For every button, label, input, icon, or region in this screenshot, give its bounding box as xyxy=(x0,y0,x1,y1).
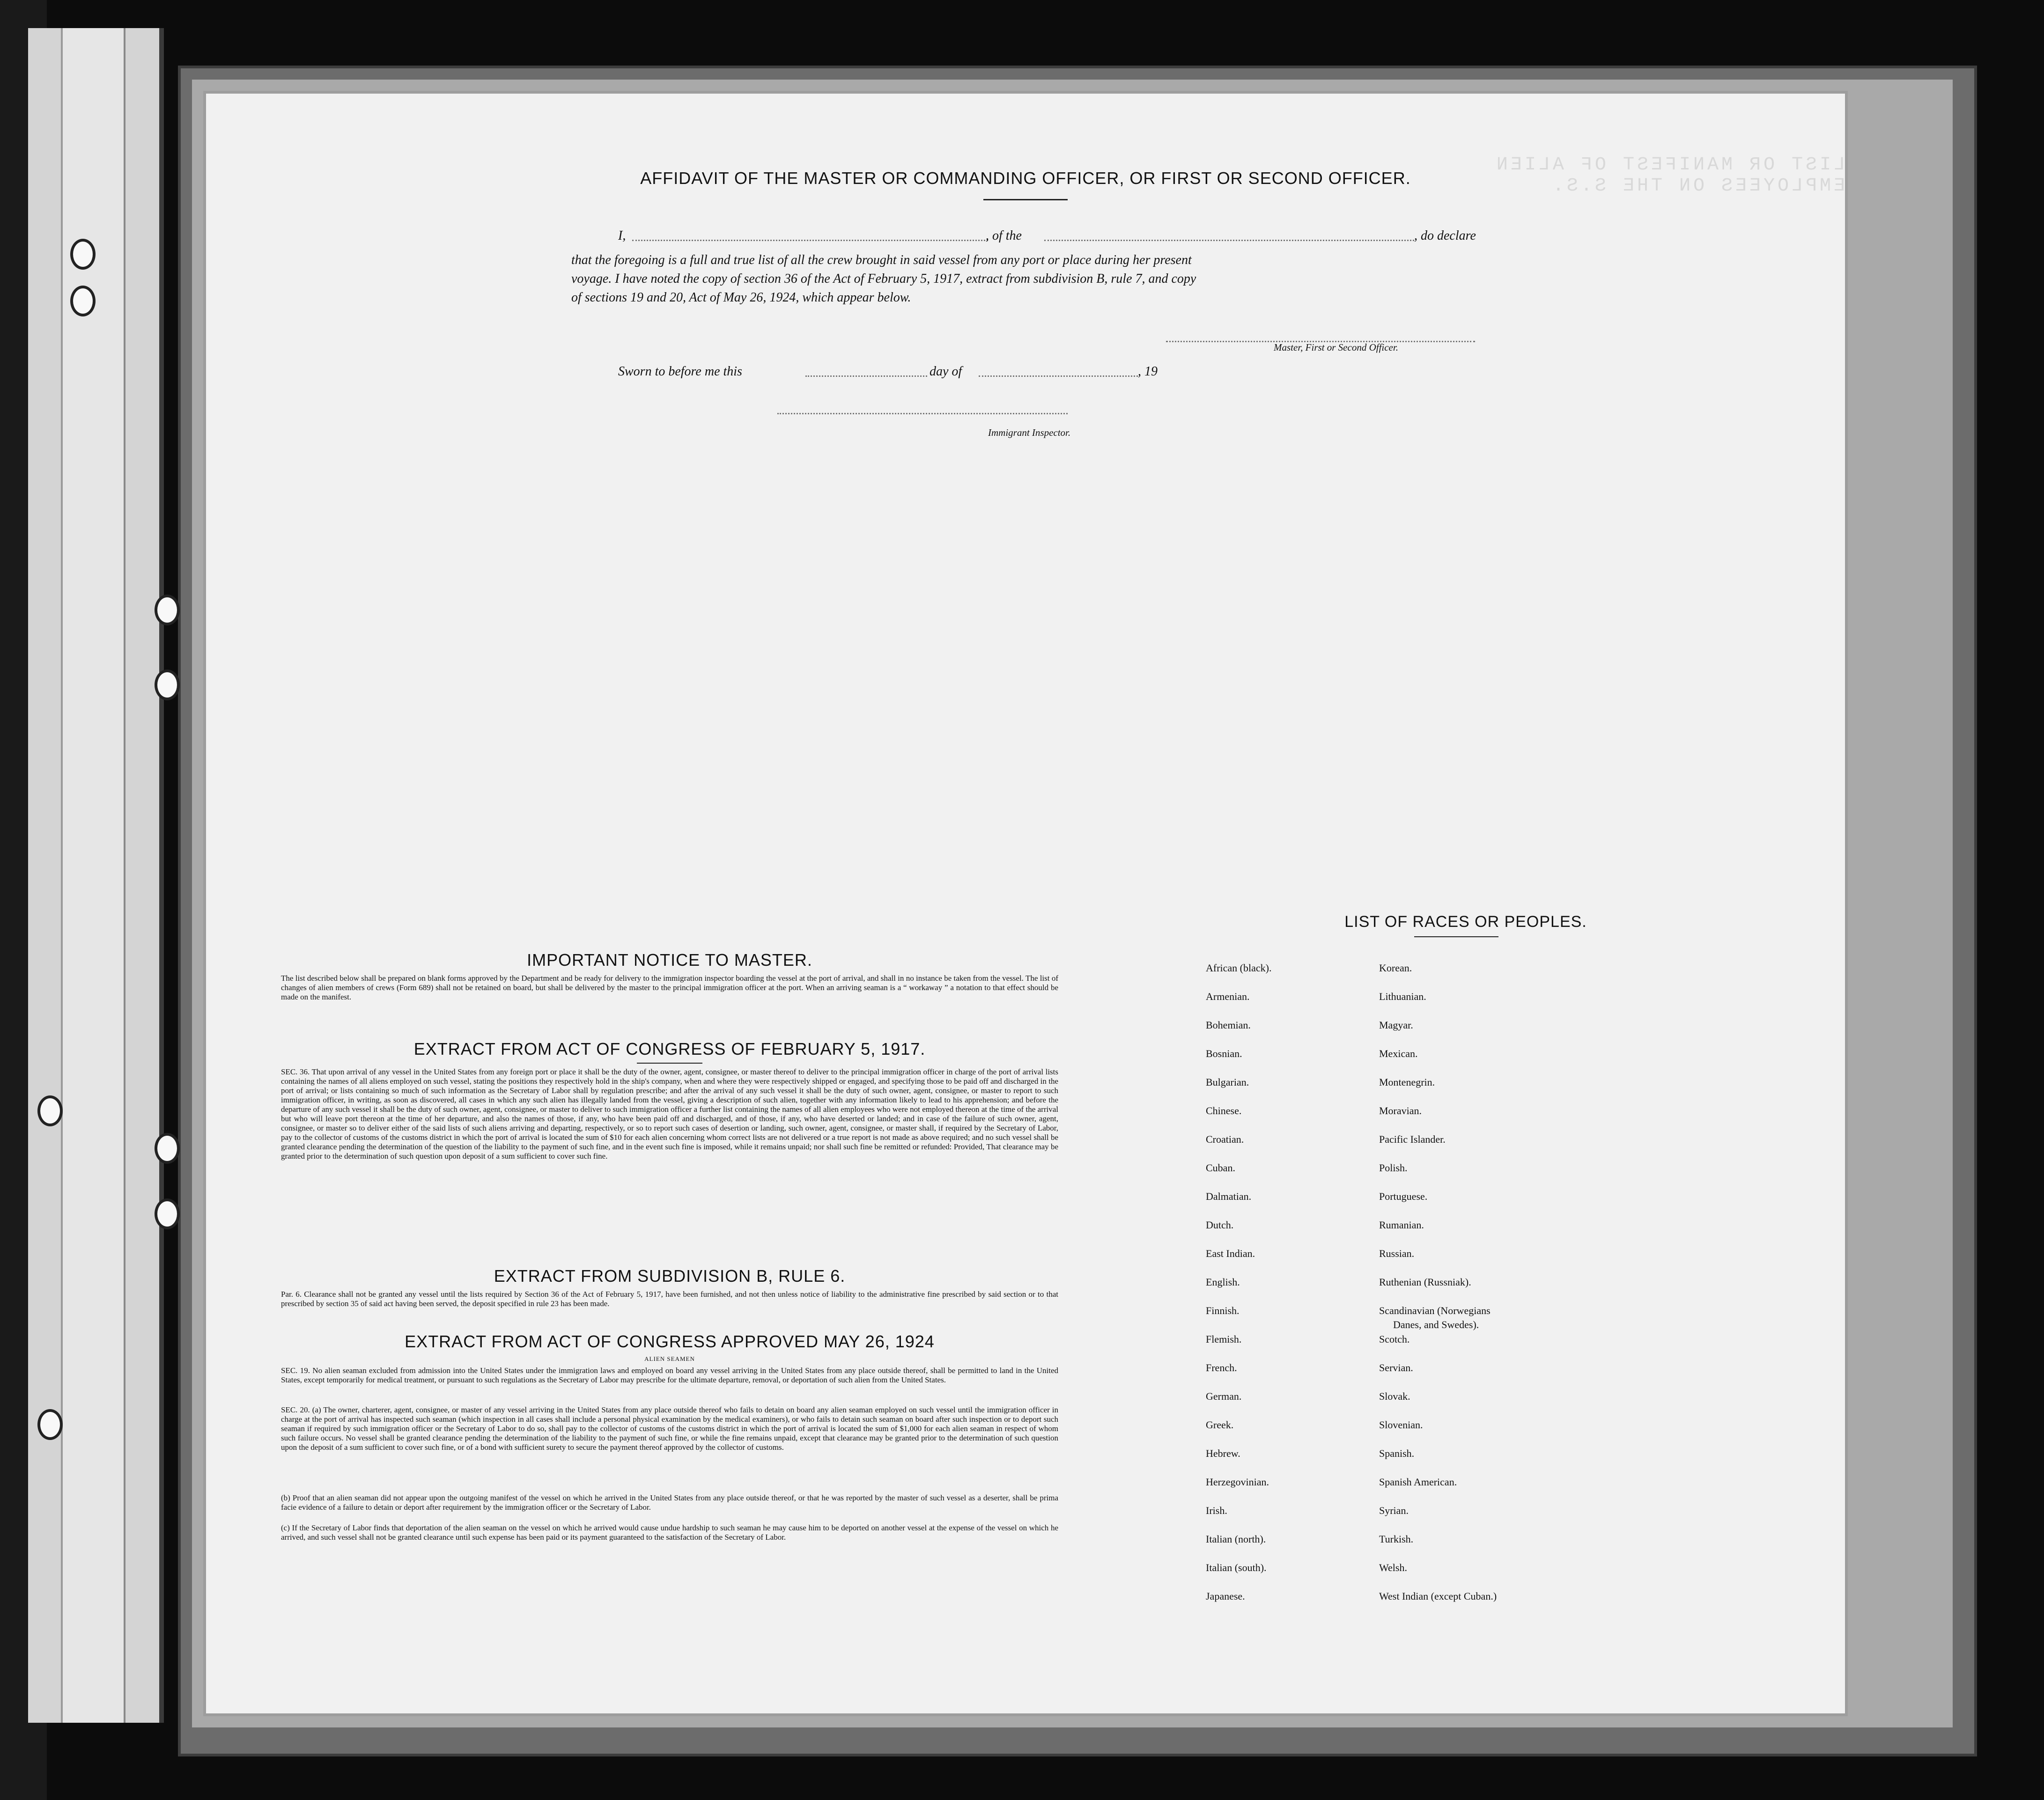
race-item: French. xyxy=(1206,1362,1237,1374)
binder-hole xyxy=(155,669,180,700)
race-item: Russian. xyxy=(1379,1248,1415,1259)
race-item: Ruthenian (Russniak). xyxy=(1379,1276,1471,1288)
inspector-signature-line xyxy=(777,413,1068,414)
race-item: Chinese. xyxy=(1206,1105,1242,1117)
race-item: Herzegovinian. xyxy=(1206,1476,1269,1488)
race-item: Syrian. xyxy=(1379,1505,1409,1516)
binder-hole xyxy=(155,595,180,625)
race-item: Lithuanian. xyxy=(1379,991,1426,1002)
race-item: Armenian. xyxy=(1206,991,1250,1002)
race-item: Italian (north). xyxy=(1206,1533,1266,1545)
race-item: Dutch. xyxy=(1206,1219,1234,1231)
race-item: Slovenian. xyxy=(1379,1419,1423,1431)
document-page xyxy=(206,94,1845,1713)
races-title-rule xyxy=(1414,936,1498,937)
race-item: West Indian (except Cuban.) xyxy=(1379,1590,1497,1602)
race-item: Korean. xyxy=(1379,962,1412,974)
race-item: Irish. xyxy=(1206,1505,1227,1516)
binder-hole xyxy=(37,1095,63,1126)
race-item: English. xyxy=(1206,1276,1240,1288)
race-item: German. xyxy=(1206,1390,1242,1402)
race-item: Moravian. xyxy=(1379,1105,1422,1117)
race-item: Hebrew. xyxy=(1206,1447,1240,1459)
races-title: LIST OF RACES OR PEOPLES. xyxy=(1344,913,1587,931)
sworn-day-of: day of xyxy=(930,364,962,379)
race-item: Bulgarian. xyxy=(1206,1076,1249,1088)
race-item: Servian. xyxy=(1379,1362,1413,1374)
sworn-day-blank xyxy=(805,375,927,377)
race-item: Scotch. xyxy=(1379,1333,1410,1345)
affidavit-title: AFFIDAVIT OF THE MASTER OR COMMANDING OFFICER, OR FIRST OR SECOND OFFICER. xyxy=(640,169,1411,188)
race-item: Magyar. xyxy=(1379,1019,1413,1031)
notice-title: IMPORTANT NOTICE TO MASTER. xyxy=(527,950,812,970)
race-item: Turkish. xyxy=(1379,1533,1414,1545)
binder-hole xyxy=(37,1409,63,1440)
bleed-through-text: LIST OR MANIFEST OF ALIEN EMPLOYEES ON THE S.S. xyxy=(1493,154,1845,197)
race-item: Greek. xyxy=(1206,1419,1234,1431)
race-item: Italian (south). xyxy=(1206,1562,1267,1573)
name-blank xyxy=(632,240,988,241)
race-item: Pacific Islander. xyxy=(1379,1133,1446,1145)
title-rule xyxy=(983,199,1068,200)
sworn-month-blank xyxy=(979,375,1138,377)
race-item: Finnish. xyxy=(1206,1305,1240,1316)
race-item: Flemish. xyxy=(1206,1333,1242,1345)
binder-hole xyxy=(155,1198,180,1229)
extract-rule6-text: Par. 6. Clearance shall not be granted any vessel until the lists required by Section 36 of the Act of February 5, 1917, have been furnished, and not then unless notice of liability to the administrative fine prescribed by said section or to that prescribed by section 35 of said act having been served, the deposit specified in rule 23 has been made. xyxy=(281,1290,1058,1308)
race-item: African (black). xyxy=(1206,962,1272,974)
affidavit-line-2: that the foregoing is a full and true list of all the crew brought in said vessel from any port or place during her present xyxy=(571,253,1192,267)
race-item: Spanish American. xyxy=(1379,1476,1457,1488)
race-item: Bohemian. xyxy=(1206,1019,1251,1031)
race-item: Spanish. xyxy=(1379,1447,1415,1459)
race-item: Cuban. xyxy=(1206,1162,1235,1174)
binder-hole xyxy=(155,1133,180,1164)
extract-1924-sec20c: (c) If the Secretary of Labor finds that deportation of the alien seaman on the vessel on which he arrived would cause undue hardship to such seaman he may cause him to be deported on another vessel at the expense of the vessel on which he arrived, and such vessel shall not be granted clearance until such expense has been paid or its payment guaranteed to the satisfaction of the Secretary of Labor. xyxy=(281,1523,1058,1542)
race-item: Montenegrin. xyxy=(1379,1076,1435,1088)
inspector-signature-label: Immigrant Inspector. xyxy=(988,427,1071,438)
master-signature-label: Master, First or Second Officer. xyxy=(1274,342,1398,353)
affidavit-of-the: , of the xyxy=(986,228,1022,243)
extract-rule6-title: EXTRACT FROM SUBDIVISION B, RULE 6. xyxy=(494,1266,846,1286)
affidavit-line-4: of sections 19 and 20, Act of May 26, 1924, which appear below. xyxy=(571,290,911,305)
extract-1924-sec20a: SEC. 20. (a) The owner, charterer, agent, consignee, or master of any vessel arriving in the United States from any place outside thereof who fails to detain on board any alien seaman employed on such vessel until the immigration officer in charge at the port of arrival has inspected such seaman (which inspection in all cases shall include a personal physical examination by the medical examiners), or who fails to detain such seaman on board after such inspection or to deport such seaman if required by such immigration officer or the Secretary of Labor to do so, shall pay to the collector of customs of the customs district in which the port of arrival is located the sum of $1,000 for each alien seaman in respect of whom such failure occurs. No vessel shall be granted clearance pending the determination of the liability to the payment of such fine, or while the fine remains unpaid, except that clearance may be granted prior to the determination of such question upon the deposit of a sum sufficient to cover such fine, or of a bond with sufficient surety to secure the payment thereof approved by the collector of customs. xyxy=(281,1405,1058,1452)
binder-hole xyxy=(70,286,96,316)
extract-1917-text: SEC. 36. That upon arrival of any vessel in the United States from any foreign port or place it shall be the duty of the owner, agent, consignee, or master thereof to deliver to the principal immigration officer in charge of the port of arrival lists containing the names of all aliens employed on such vessel, stating the positions they respectively hold in the ship's company, when and where they were respectively shipped or engaged, and specifying those to be paid off and discharged in the port of arrival; or lists containing so much of such information as the Secretary of Labor shall by regulation prescribe; and after the arrival of any such vessel it shall be the duty of such owner, agent, consignee, or master to report to such immigration officer, in writing, as soon as discovered, all cases in which any such alien has illegally landed from the vessel, giving a description of such alien, together with any information likely to lead to his apprehension; and before the departure of any such vessel it shall be the duty of such owner, agent, consignee, or master to deliver to such immigration officer a further list containing the names of all alien employees who were not employed thereon at the time of the arrival but who will leave port thereon at the time of her departure, and also the names of those, if any, who have been paid off and discharged, and of those, if any, who have deserted or landed; and in case of the failure of such owner, agent, consignee, or master so to deliver either of the said lists of such aliens arriving and departing, respectively, or so to report such cases of desertion or landing, such owner, agent, consignee, or master shall, if required by the Secretary of Labor, pay to the collector of customs of the customs district in which the port of arrival is located the sum of $10 for each alien concerning whom correct lists are not delivered or a true report is not made as above required; and no such vessel shall be granted clearance pending the determination of the question of the liability to the payment of such fine, and in the event such fine is imposed, while it remains unpaid; nor shall such fine be remitted or refunded: Provided, That clearance may be granted prior to the determination of such question upon deposit of a sum sufficient to cover such fine. xyxy=(281,1067,1058,1161)
race-item: Bosnian. xyxy=(1206,1048,1242,1059)
race-item: Slovak. xyxy=(1379,1390,1410,1402)
vessel-blank xyxy=(1044,240,1414,241)
affidavit-i: I, xyxy=(618,228,626,243)
race-item: Japanese. xyxy=(1206,1590,1245,1602)
binder-strip xyxy=(28,28,164,1723)
sworn-year: , 19 xyxy=(1138,364,1158,379)
race-item: Croatian. xyxy=(1206,1133,1244,1145)
race-item: East Indian. xyxy=(1206,1248,1255,1259)
extract-1924-subtitle: ALIEN SEAMEN xyxy=(644,1355,695,1362)
extract-1924-title: EXTRACT FROM ACT OF CONGRESS APPROVED MAY 26, 1924 xyxy=(405,1332,935,1351)
race-item: Scandinavian (Norwegians xyxy=(1379,1305,1491,1316)
notice-text: The list described below shall be prepared on blank forms approved by the Department and be ready for delivery to the immigration inspector boarding the vessel at the port of arrival, and shall in no instance be taken from the vessel. The list of changes of alien members of crews (Form 689) shall not be retained on board, but shall be delivered by the master to the principal immigration officer at the port. When an arriving seaman is a “ workaway ” a notation to that effect should be made on the manifest. xyxy=(281,974,1058,1001)
section-rule xyxy=(637,1063,702,1064)
race-item: Rumanian. xyxy=(1379,1219,1424,1231)
affidavit-declare: , do declare xyxy=(1414,228,1476,243)
extract-1924-sec19: SEC. 19. No alien seaman excluded from admission into the United States under the immigration laws and employed on board any vessel arriving in the United States from any place outside thereof, shall be permitted to land in the United States, except temporarily for medical treatment, or pursuant to such regulations as the Secretary of Labor may prescribe for the ultimate departure, removal, or deportation of such alien from the United States. xyxy=(281,1366,1058,1384)
race-item: Mexican. xyxy=(1379,1048,1418,1059)
race-item: Welsh. xyxy=(1379,1562,1407,1573)
sworn-text: Sworn to before me this xyxy=(618,364,742,379)
binder-hole xyxy=(70,239,96,270)
race-item: Danes, and Swedes). xyxy=(1393,1319,1479,1330)
extract-1924-sec20b: (b) Proof that an alien seaman did not appear upon the outgoing manifest of the vessel on which he arrived in the United States from any place outside thereof, or that he was reported by the master of such vessel as a deserter, shall be prima facie evidence of a failure to detain or deport after requirement by the immigration officer or the Secretary of Labor. xyxy=(281,1493,1058,1512)
race-item: Portuguese. xyxy=(1379,1190,1428,1202)
affidavit-line-3: voyage. I have noted the copy of section 36 of the Act of February 5, 1917, extract from subdivision B, rule 7, and copy xyxy=(571,272,1196,286)
race-item: Dalmatian. xyxy=(1206,1190,1252,1202)
extract-1917-title: EXTRACT FROM ACT OF CONGRESS OF FEBRUARY 5, 1917. xyxy=(413,1039,926,1058)
race-item: Polish. xyxy=(1379,1162,1408,1174)
